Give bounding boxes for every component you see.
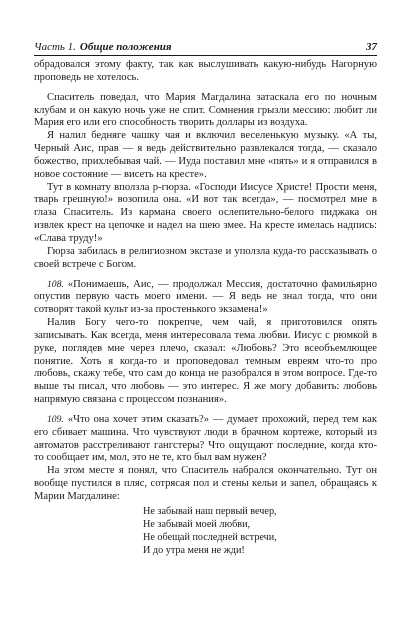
page-number: 37 [366,41,377,53]
song-verse [143,506,377,558]
paragraph-number: 109. [47,413,64,425]
paragraph-text: «Понимаешь, Аис, — продолжал Мессия, достаточно фамильярно опустив первую часть моего имени. — Я ведь не знал тогда, что они сотворят такой культ из-за простенького экзамена!» [34,278,377,316]
page-body [34,59,377,557]
paragraph-text: «Что она хочет этим сказать?» — думает прохожий, перед тем как его сбивает машина. Что чувствуют люди в брачном кортеже, который из автоматов расстреливают гангстеры? Что ощущают последние, когда кто-то сообщает им, мол, это не те, кто был вам нужен? [34,413,377,464]
paragraph: На этом месте я понял, что Спаситель набрался окончательно. Тут он вообще пустился в пляс, сотрясая пол и стены кельи и запел, обращаясь к Марии Магдалине: [34,465,377,502]
paragraph: Гюрза забилась в религиозном экстазе и уползла куда-то рассказывать о своей встрече с Богом. [34,245,377,270]
paragraph: Я налил бедняге чашку чая и включил веселенькую музыку. «А ты, Черный Аис, прав — я ведь действительно развлекался тогда, — сказало божество, прихлебывая чай. — Иуда поставил мне «пять» и я отправился в новое состояние — висеть на кресте». [34,130,377,180]
header-rule [34,55,377,56]
paragraph: Налив Богу чего-то покрепче, чем чай, я приготовился опять записывать. Как всегда, меня интересовала тема любви. Иисус с рюмкой в руке, поглядев мне через плечо, сказал: «Любовь? Это всеобъемлющее понятие. Хоть я когда-то и проповедовал темным евреям что-то про любовь, скажу тебе, что сам до конца не разобрался в этом вопросе. Где-то выше ты писал, что любовь — это интерес. Я же могу добавить: любовь напрямую связана с процессом познания». [34,317,377,406]
paragraph-number: 108. [47,278,64,290]
verse-line: Не забывай моей любви, [143,518,251,530]
verse-line: Не забывай наш первый вечер, [143,505,277,517]
chapter-label: Часть 1. [34,41,76,53]
verse-line: И до утра меня не жди! [143,544,245,556]
section-title: Общие положения [79,41,172,53]
paragraph: Тут в комнату вползла р-гюрза. «Господи Иисусе Христе! Прости меня, тварь грешную!» возопила она. «И вот так всегда», — посмотрел мне в глаза Спаситель. Из кармана своего ослепительно-белого пиджака он извлек крест на цепочке и надел на шею змее. На кресте имелась надпись: «Слава труду!» [34,181,377,244]
verse-line: Не обещай последней встречи, [143,531,277,543]
running-header [34,40,377,56]
paragraph: Спаситель поведал, что Мария Магдалина затаскала его по ночным клубам и он какую ночь уже не спит. Сомнения грызли мессию: любит ли Мария его или его способность творить доллары из воздуха. [34,91,377,129]
numbered-paragraph-109 [34,414,377,465]
paragraph: обрадовался этому факту, так как выслушивать какую-нибудь Нагорную проповедь не хотелось. [34,59,377,83]
numbered-paragraph-108 [34,279,377,318]
running-title [34,41,172,53]
